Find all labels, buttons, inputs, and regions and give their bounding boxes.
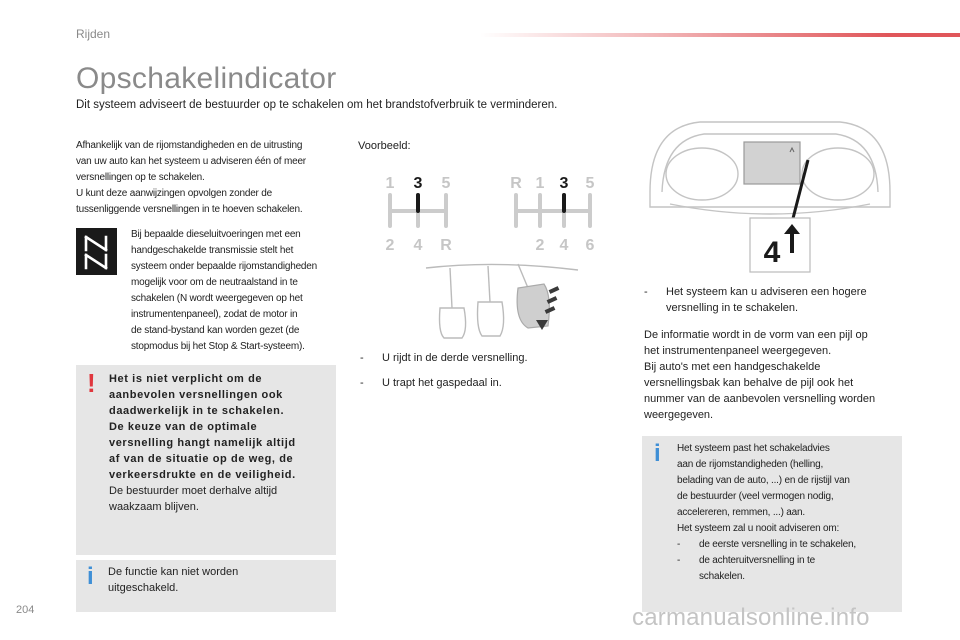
gear1-top-label: 5 (441, 175, 451, 192)
info-list-line: schakelen. (699, 571, 745, 582)
example-list-item (360, 375, 610, 391)
watermark: carmanualsonline.info (632, 604, 870, 631)
warning-bold-line: De keuze van de optimale (109, 421, 258, 433)
gear1-top-label: 1 (385, 175, 395, 192)
info-line: uitgeschakeld. (108, 582, 179, 594)
gear2-bottom-label: 2 (535, 237, 545, 254)
list-item-line: versnelling in te schakelen. (666, 302, 799, 314)
neutral-info-line: systeem onder bepaalde rijomstandigheden (131, 261, 318, 272)
warning-line: De bestuurder moet derhalve altijd (109, 485, 278, 497)
info-list-item (677, 537, 899, 553)
gear2-top-label: R (510, 175, 522, 192)
intro-line: van uw auto kan het systeem u adviseren één of meer (76, 156, 306, 167)
info-line: accelereren, remmen, ...) aan. (677, 507, 805, 518)
info-line: Het systeem zal u nooit adviseren om: (677, 523, 840, 534)
warning-line: waakzaam blijven. (109, 501, 199, 513)
warning-text (109, 371, 331, 515)
example-label: Voorbeeld: (358, 140, 411, 152)
intro-paragraph (76, 138, 344, 218)
paragraph-line: Bij auto's met een handgeschakelde (644, 361, 821, 373)
list-item-text (666, 284, 867, 316)
list-dash: - (644, 286, 648, 298)
intro-line: U kunt deze aanwijzingen opvolgen zonder de (76, 188, 272, 199)
gear2-top-label: 1 (535, 175, 545, 192)
header-accent-bar (480, 33, 960, 37)
display-gear-number: 4 (763, 236, 781, 269)
right-paragraph (644, 327, 906, 423)
right-list-item (644, 284, 900, 316)
intro-line: versnellingen op te schakelen. (76, 172, 205, 183)
info-line: belading van de auto, ...) en de rijstijl van (677, 475, 850, 486)
info-text-left (108, 564, 328, 596)
info-icon: i (654, 440, 661, 467)
list-item-line: Het systeem kan u adviseren een hogere (666, 286, 867, 298)
neutral-n-symbol-icon (76, 228, 117, 275)
example-list-item (360, 350, 610, 366)
paragraph-line: weergegeven. (644, 409, 714, 421)
warning-bold-line: Het is niet verplicht om de (109, 373, 263, 385)
instrument-panel-illustration (640, 112, 900, 282)
list-item-text: U trapt het gaspedaal in. (382, 377, 502, 389)
gear1-bottom-label: R (440, 237, 452, 254)
neutral-info-line: stopmodus bij het Stop & Start-systeem). (131, 341, 305, 352)
page-subtitle: Dit systeem adviseert de bestuurder op te schakelen om het brandstofverbruik te verminderen. (76, 99, 558, 111)
section-label: Rijden (76, 27, 111, 41)
info-line: aan de rijomstandigheden (helling, (677, 459, 824, 470)
info-list-item (677, 553, 899, 585)
info-line: Het systeem past het schakeladvies (677, 443, 830, 454)
gear2-top-label: 5 (585, 175, 595, 192)
list-item-text: U rijdt in de derde versnelling. (382, 352, 528, 364)
gear1-bottom-label: 4 (413, 237, 423, 254)
neutral-info-paragraph (131, 227, 341, 355)
paragraph-line: nummer van de aanbevolen versnelling worden (644, 393, 876, 405)
warning-icon: ! (87, 368, 96, 398)
page-number: 204 (16, 604, 35, 616)
gear1-bottom-label: 2 (385, 237, 395, 254)
gear1-top-label-active: 3 (413, 175, 423, 192)
list-dash: - (360, 352, 364, 364)
page-title: Opschakelindicator (76, 62, 337, 95)
info-line: De functie kan niet worden (108, 566, 239, 578)
warning-box (76, 365, 336, 555)
neutral-info-line: schakelen (N wordt weergegeven op het (131, 293, 303, 304)
neutral-info-line: instrumentenpaneel), zodat de motor in (131, 309, 298, 320)
info-box-right (642, 436, 902, 612)
neutral-info-line: mogelijk voor om de neutraalstand in te (131, 277, 298, 288)
warning-bold-line: af van de situatie op de weg, de (109, 453, 294, 465)
info-list-line: de achteruitversnelling in te (699, 555, 815, 566)
info-icon: i (87, 563, 94, 590)
gear2-bottom-label: 4 (559, 237, 569, 254)
info-list-text: de eerste versnelling in te schakelen, (699, 539, 856, 550)
gear2-bottom-label: 6 (585, 237, 595, 254)
paragraph-line: De informatie wordt in de vorm van een pijl op (644, 329, 868, 341)
list-dash: - (360, 377, 364, 389)
list-dash: - (677, 555, 681, 566)
right-list (644, 284, 900, 316)
gearbox-pedal-illustration (378, 170, 618, 340)
intro-line: Afhankelijk van de rijomstandigheden en de uitrusting (76, 140, 303, 151)
paragraph-line: versnellingsbak kan behalve de pijl ook het (644, 377, 854, 389)
neutral-info-line: Bij bepaalde dieseluitvoeringen met een (131, 229, 301, 240)
intro-line: tussenliggende versnellingen in te hoeven schakelen. (76, 204, 303, 215)
warning-bold-line: versnelling hangt namelijk altijd (109, 437, 296, 449)
example-list (360, 350, 610, 391)
gear2-top-label-active: 3 (559, 175, 569, 192)
neutral-info-line: handgeschakelde transmissie stelt het (131, 245, 294, 256)
neutral-info-line: de stand-bystand kan worden gezet (de (131, 325, 300, 336)
paragraph-line: het instrumentenpaneel weergegeven. (644, 345, 832, 357)
neutral-indicator-icon (76, 228, 117, 275)
info-box-left (76, 560, 336, 612)
list-dash: - (677, 539, 681, 550)
info-text-right (677, 441, 899, 585)
warning-bold-line: verkeersdrukte en de veiligheid. (109, 469, 296, 481)
warning-bold-line: aanbevolen versnellingen ook (109, 389, 283, 401)
warning-bold-line: daadwerkelijk in te schakelen. (109, 405, 285, 417)
info-line: de bestuurder (veel vermogen nodig, (677, 491, 834, 502)
info-list-text (699, 553, 815, 585)
